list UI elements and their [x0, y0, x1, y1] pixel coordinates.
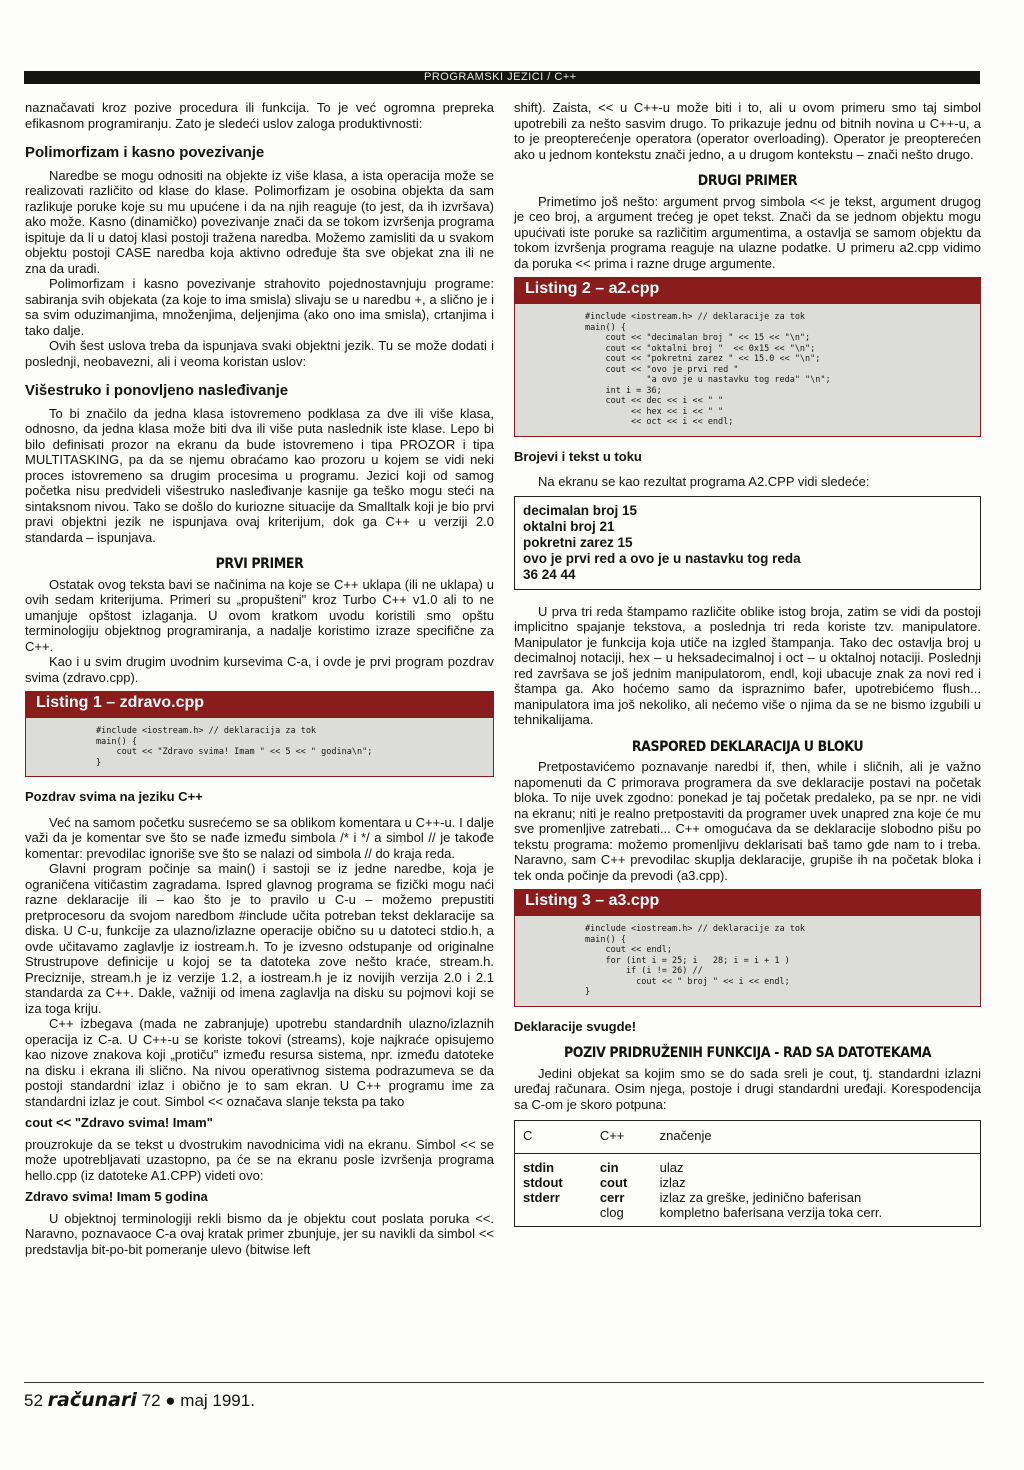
- paragraph: Pretpostavićemo poznavanje naredbi if, then, while i sličnih, ali je važno napomenuti da C primorava programera da sve deklaracije postavi na početak bloka. To nije uvek zgodno: ponekad je taj početak predaleko, pa se npr. ne vidi na ekranu; niti je realno pretpostaviti da programer uvek unapred zna koje će mu sve promenljive zatrebati... C++ omogućava da se deklaracije slobodno pišu po tekstu programa: možemo promenljivu deklarisati baš tamo gde nam to i treba. Naravno, sam C++ prevodilac skuplja deklaracije, grupiše ih na početak bloka i tek onda počinje da prevodi (a3.cpp).: [514, 759, 981, 883]
- listing-3: [514, 889, 981, 1007]
- output-line: pokretni zarez 15: [523, 534, 633, 550]
- footer-line: [24, 1389, 255, 1411]
- paragraph: Naredbe se mogu odnositi na objekte iz više klasa, a ista operacija može se realizovati različito od klase do klase. Polimorfizam je osobina objekta da sam razlikuje poruke koje su mu upućene i da na njih reaguje (to jest, da ih izvršava) ako može. Kasno (dinamičko) povezivanje znači da se tokom izvršenja programa ispituje da li u datoj klasi postoji tražena naredba. Možemo zamisliti da u svakom objektu postoji CASE naredba koja aktivno određuje šta sve objekat zna ili ne zna da uradi.: [25, 167, 494, 276]
- issue-number: 72: [141, 1391, 161, 1410]
- subheading-polimorfizam: Polimorfizam i kasno povezivanje: [25, 144, 265, 161]
- listing-1: [25, 691, 494, 777]
- listing-3-code: #include <iostream.h> // deklaracije za tok main() { cout << endl; for (int i = 25; i 28; i = i + 1 ) if (i != 26) // cout << " broj " << i << endl; }: [515, 916, 980, 1006]
- paragraph: U prva tri reda štampamo različite oblike istog broja, zatim se vidi da postoji implicitno spajanje tekstova, a poslednja tri reda koriste tzv. manipulatore. Manipulator je funkcija koja utiče na izgled štampanja. Tako dec ostavlja broj u decimalnoj notaciji, hex – u heksadecimalnoj i oct – u oktalnoj notaciji. Poslednji red završava se još jednim manipulatorom, endl, koji ubacuje znak za novi red i štampa ga. Ako hoćemo samo da ispraznimo bafer, upotrebićemo flush... manipulatora ima još nekoliko, ali nećemo više o njima da se ne bismo izgubili u tehnikalijama.: [514, 603, 981, 727]
- intro-paragraph: naznačavati kroz pozive procedura ili funkcija. To je već ogromna prepreka efikasnom programiranju. Zato je sledeći uslov zaloga produktivnosti:: [25, 100, 494, 131]
- section-heading-drugi-primer: DRUGI PRIMER: [697, 173, 798, 189]
- left-column: [25, 100, 494, 1257]
- paragraph: Na ekranu se kao rezultat programa A2.CPP vidi sledeće:: [538, 474, 870, 489]
- caption-pozdrav: Pozdrav svima na jeziku C++: [25, 789, 203, 804]
- issue-date: maj 1991.: [180, 1391, 255, 1410]
- paragraph: Ostatak ovog teksta bavi se načinima na koje se C++ uklapa (ili ne uklapa) u ovih sedam kriterijuma. Primeri su „propušteni" kroz Turbo C++ v1.0 ali to ne umanjuje opštost izlaganja. U ovom kratkom uvodu koristili smo opštu terminologiju objektnog programiranja, a nadalje koristimo izraze specifične za C++.: [25, 576, 494, 654]
- paragraph: Kao i u svim drugim uvodnim kursevima C-a, i ovde je prvi program pozdrav svima (zdravo.cpp).: [25, 654, 494, 685]
- table-cell: stderr: [523, 1190, 560, 1205]
- subheading-nasledjivanje: Višestruko i ponovljeno nasleđivanje: [25, 382, 289, 399]
- paragraph: C++ izbegava (mada ne zabranjuje) upotrebu standardnih ulazno/izlaznih operacija iz C-a. U C++-u se koriste tokovi (streams), koje najkraće opisujemo kao nizove znakova koji „protiču" između resursa sistema, npr. između datoteke na disku i ekrana ili slično. Na nivou operativnog sistema podrazumeva se da postoji standardni izlaz i obično je to sam ekran. U C++ programu ime za standardni izlaz je cout. Simbol << označava slanje teksta pa tako: [25, 1016, 494, 1109]
- inline-code-cout: cout << "Zdravo svima! Imam": [25, 1115, 213, 1130]
- continued-paragraph: shift). Zaista, << u C++-u može biti i to, ali u ovom primeru smo taj simbol upotrebili za nešto sasvim drugo. To prikazuje jednu od bitnih novina u C++-u, a to je preopterećenje operatora (operator overloading). Operator je preopterećen ako u jednom kontekstu znači jedno, a u drugom kontekstu – znači nešto drugo.: [514, 100, 981, 162]
- output-line: 36 24 44: [523, 566, 576, 582]
- table-cell: clog: [599, 1205, 624, 1220]
- table-cell: izlaz: [659, 1175, 686, 1190]
- listing-2-code: #include <iostream.h> // deklaracije za tok main() { cout << "decimalan broj " << 15 << "\n"; cout << "oktalni broj " << 0x15 << "\n"; cout << "pokretni zarez " << 15.0 << "\n"; cout << "ovo je prvi red " "a ovo je u nastavku tog reda" "\n"; int i = 36; cout << dec << i << " " << hex << i << " " << oct << i << endl;: [515, 304, 980, 436]
- output-line: decimalan broj 15: [523, 502, 638, 518]
- paragraph: Primetimo još nešto: argument prvog simbola << je tekst, argument drugog je ceo broj, a argument trećeg je opet tekst. Znači da se jednom objektu mogu upućivati iste poruke sa različitim argumentima, a ostavlja se samom objektu da tokom izvršenja programa reaguje na ulazne podatke. U primeru a2.cpp vidimo da poruka << prima i razne druge argumente.: [514, 193, 981, 271]
- table-header: značenje: [652, 1121, 981, 1154]
- output-line: ovo je prvi red a ovo je u nastavku tog reda: [523, 550, 801, 566]
- listing-1-code: #include <iostream.h> // deklaracija za tok main() { cout << "Zdravo svima! Imam " << 5 << " godina\n"; }: [26, 718, 493, 776]
- table-cell: stdout: [523, 1175, 563, 1190]
- bullet-icon: ●: [165, 1391, 176, 1410]
- paragraph: Glavni program počinje sa main() i sastoji se iz jedne naredbe, koja je ograničena vitičastim zagradama. Ispred glavnog programa se fizički mogu naći razne deklaracije ili – kao što je to pravilo u C-u – možemo prepustiti pretprocesoru da svojom naredbom #include učita potreban tekst deklaracije sa diska. U C-u, funkcije za ulazno/izlazne operacije obično su u datoteci stdio.h, a ovde učitavamo zaglavlje iz iostream.h. To je izvesno odstupanje od originalne Strustrupove definicije u kojoj se ta datoteka zove nešto kraće, stream.h. Preciznije, stream.h je iz verzije 1.2, a iostream.h je iz novijih verzija 2.0 i 2.1 standarda za C++. Dakle, važniji od imena zaglavlja na disku su pojmovi koji se iza toga kriju.: [25, 861, 494, 1016]
- paragraph: Već na samom početku susrećemo se sa oblikom komentara u C++-u. I dalje važi da je komentar sve što se nađe između simbola /* i */ a simbol // je takođe komentar: prevodilac ignoriše sve što se nalazi od simbola // do kraja reda.: [25, 814, 494, 861]
- table-cell: stdin: [523, 1160, 555, 1175]
- table-row: [515, 1175, 981, 1190]
- table-row: [515, 1205, 981, 1227]
- output-line: oktalni broj 21: [523, 518, 615, 534]
- paragraph: Jedini objekat sa kojim smo se do sada sreli je cout, tj. standardni izlazni uređaj računara. Osim njega, postoje i drugi standardni uređaji. Korespodencija sa C-om je skoro potpuna:: [514, 1065, 981, 1112]
- correspondence-table: [514, 1120, 981, 1227]
- section-header-bar: [24, 71, 980, 84]
- table-cell: kompletno baferisana verzija toka cerr.: [659, 1205, 883, 1220]
- table-cell: cin: [599, 1160, 619, 1175]
- page-footer: [24, 1382, 984, 1413]
- section-heading-poziv: POZIV PRIDRUŽENIH FUNKCIJA - RAD SA DATOTEKAMA: [563, 1045, 932, 1061]
- table-row: [515, 1154, 981, 1176]
- listing-1-title: Listing 1 – zdravo.cpp: [26, 692, 493, 718]
- listing-2-title: Listing 2 – a2.cpp: [515, 278, 980, 304]
- section-title: PROGRAMSKI JEZICI / C++: [424, 71, 577, 83]
- table-row: [515, 1190, 981, 1205]
- table-cell: cout: [599, 1175, 628, 1190]
- table-cell: izlaz za greške, jedinično baferisan: [659, 1190, 862, 1205]
- section-heading-prvi-primer: PRVI PRIMER: [215, 556, 304, 572]
- right-column: [514, 100, 981, 1227]
- caption-brojevi: Brojevi i tekst u toku: [514, 448, 642, 464]
- paragraph: prouzrokuje da se tekst u dvostrukim navodnicima vidi na ekranu. Simbol << se može upotrebljavati uzastopno, pa će se na ekranu posle izvršenja programa hello.cpp (iz datoteke A1.CPP) videti ovo:: [25, 1136, 494, 1183]
- table-header-row: [515, 1121, 981, 1154]
- section-heading-raspored: RASPORED DEKLARACIJA U BLOKU: [631, 738, 864, 755]
- table-header: C++: [592, 1121, 652, 1154]
- program-output-box: [514, 496, 981, 590]
- table-cell: ulaz: [659, 1160, 684, 1175]
- paragraph: Polimorfizam i kasno povezivanje strahovito pojednostavnjuju programe: sabiranja svih objekata (za koje to ima smisla) slivaju se u naredbu +, a slično je i sa svim oduzimanjima, množenjima, deljenjima (ako ono ima smisla), crtanjima i tako dalje.: [25, 276, 494, 338]
- page-number: 52: [24, 1391, 43, 1410]
- inline-code-output: Zdravo svima! Imam 5 godina: [25, 1189, 208, 1204]
- listing-3-title: Listing 3 – a3.cpp: [515, 890, 980, 916]
- table-cell: cerr: [599, 1190, 625, 1205]
- table-cell: [515, 1205, 592, 1227]
- paragraph: To bi značilo da jedna klasa istovremeno podklasa za dve ili više klasa, odnosno, da jedna klasa može biti dva ili više puta naslednik iste klase. Lepo bi bilo definisati prozor na ekranu da bude istovremeno i tipa PROZOR i tipa MULTITASKING, pa da se njemu obraćamo kao prozoru u kojem se vidi neki proces istovremeno sa drugim procesima u programu. Jezici koji od samog početka nisu predvideli višestruko nasleđivanje kasnije ga teško mogu steći na sintaksnom nivou. Tako se došlo do kuriozne situacije da Smalltalk koji je bio prvi pravi objektni jezik ne ispunjava ovaj kriterijum, dok ga C++ u verziji 2.0 standarda – ispunjava.: [25, 405, 494, 545]
- magazine-name: računari: [47, 1389, 137, 1411]
- listing-2: [514, 277, 981, 437]
- caption-deklaracije: Deklaracije svugde!: [514, 1018, 637, 1034]
- paragraph: U objektnoj terminologiji rekli bismo da je objektu cout poslata poruka <<. Naravno, poznavaoce C-a ovaj kratak primer zbunjuje, jer su navikli da simbol << predstavlja bit-po-bit pomeranje ulevo (bitwise left: [25, 1210, 494, 1257]
- table-header: C: [515, 1121, 592, 1154]
- paragraph: Ovih šest uslova treba da ispunjava svaki objektni jezik. Tu se može dodati i poslednji, neobavezni, ali i veoma koristan uslov:: [25, 338, 494, 369]
